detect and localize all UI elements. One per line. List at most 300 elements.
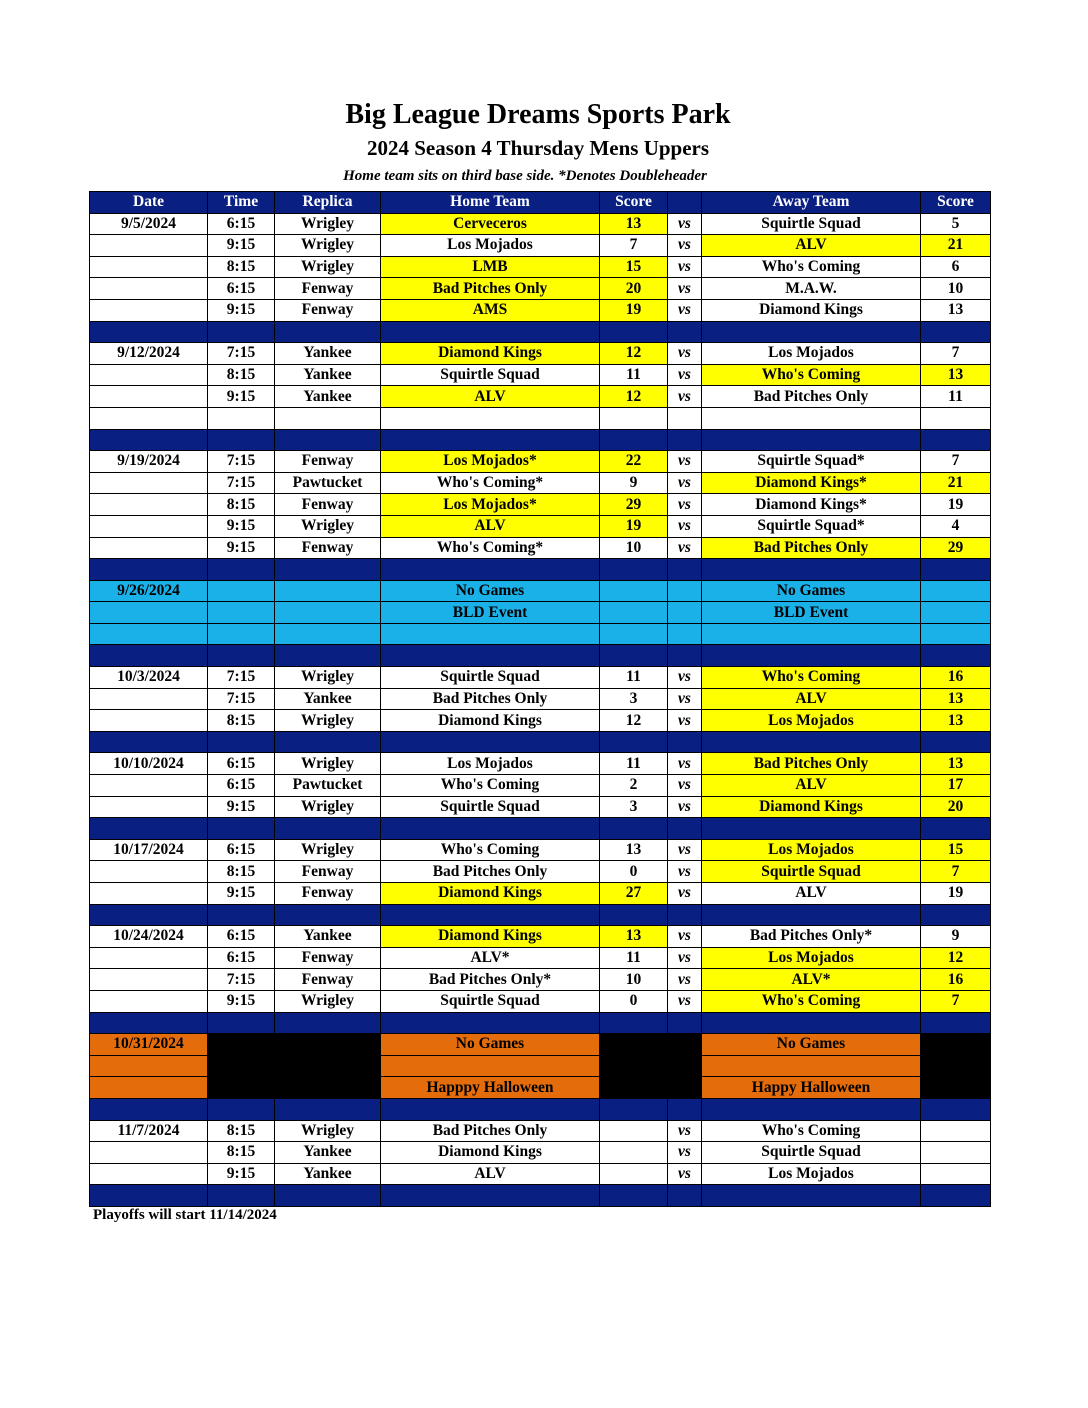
away-score: 5: [921, 213, 991, 235]
game-time: 8:15: [208, 256, 275, 278]
away-score: 7: [921, 451, 991, 473]
separator-cell: [275, 1098, 381, 1120]
blank-cell: [90, 407, 208, 429]
separator-cell: [921, 1012, 991, 1034]
home-team: Bad Pitches Only*: [381, 969, 600, 991]
away-score: [921, 602, 991, 624]
home-team: Bad Pitches Only: [381, 278, 600, 300]
vs-label: vs: [668, 1142, 702, 1164]
home-score: 13: [600, 926, 668, 948]
vs-label: vs: [668, 947, 702, 969]
game-replica: Wrigley: [275, 753, 381, 775]
separator-cell: [381, 559, 600, 581]
vs-label: vs: [668, 926, 702, 948]
home-score: 7: [600, 235, 668, 257]
week-separator-row: [90, 645, 991, 667]
game-replica: Fenway: [275, 299, 381, 321]
game-date: [90, 623, 208, 645]
header-home-score: Score: [600, 192, 668, 214]
separator-cell: [90, 818, 208, 840]
page-subtitle: 2024 Season 4 Thursday Mens Uppers: [366, 136, 710, 160]
header-date: Date: [90, 192, 208, 214]
game-row: [90, 688, 991, 710]
game-time: 9:15: [208, 515, 275, 537]
separator-cell: [381, 321, 600, 343]
away-team: No Games: [702, 580, 921, 602]
away-team: Bad Pitches Only: [702, 386, 921, 408]
separator-cell: [381, 1185, 600, 1207]
game-date: [90, 775, 208, 797]
home-team: Cerveceros: [381, 213, 600, 235]
away-score: 7: [921, 861, 991, 883]
game-replica: Yankee: [275, 386, 381, 408]
away-score: [921, 1077, 991, 1099]
separator-cell: [208, 1098, 275, 1120]
separator-cell: [275, 818, 381, 840]
game-replica: Yankee: [275, 688, 381, 710]
away-team: Who's Coming: [702, 364, 921, 386]
game-date: [90, 1077, 208, 1099]
away-score: 13: [921, 364, 991, 386]
vs-label: [668, 1077, 702, 1099]
home-score: 0: [600, 861, 668, 883]
away-team: ALV: [702, 235, 921, 257]
separator-cell: [921, 321, 991, 343]
game-date: [90, 796, 208, 818]
game-replica: Wrigley: [275, 796, 381, 818]
week-separator-row: [90, 429, 991, 451]
separator-cell: [600, 904, 668, 926]
home-score: [600, 1120, 668, 1142]
separator-cell: [921, 818, 991, 840]
game-row: [90, 364, 991, 386]
game-time: [208, 580, 275, 602]
game-replica: Fenway: [275, 861, 381, 883]
separator-cell: [275, 645, 381, 667]
separator-cell: [600, 1098, 668, 1120]
game-row: [90, 1142, 991, 1164]
blank-cell: [668, 407, 702, 429]
away-team: [702, 623, 921, 645]
away-team: Bad Pitches Only: [702, 537, 921, 559]
week-separator-row: [90, 904, 991, 926]
game-time: [208, 623, 275, 645]
game-replica: Fenway: [275, 451, 381, 473]
header-away-team: Away Team: [702, 192, 921, 214]
game-row: [90, 256, 991, 278]
separator-cell: [275, 1012, 381, 1034]
home-team: BLD Event: [381, 602, 600, 624]
home-team: Los Mojados: [381, 753, 600, 775]
game-replica: Wrigley: [275, 1120, 381, 1142]
game-date: [90, 386, 208, 408]
game-time: 8:15: [208, 861, 275, 883]
separator-cell: [921, 1185, 991, 1207]
away-team: ALV: [702, 775, 921, 797]
separator-cell: [668, 645, 702, 667]
game-replica: Wrigley: [275, 839, 381, 861]
game-time: 9:15: [208, 1163, 275, 1185]
away-team: Who's Coming: [702, 990, 921, 1012]
game-date: [90, 278, 208, 300]
game-time: 8:15: [208, 494, 275, 516]
home-score: 11: [600, 667, 668, 689]
game-time: 8:15: [208, 364, 275, 386]
away-score: 13: [921, 753, 991, 775]
away-score: 19: [921, 494, 991, 516]
vs-label: vs: [668, 990, 702, 1012]
game-time: 6:15: [208, 278, 275, 300]
game-date: [90, 990, 208, 1012]
away-score: 13: [921, 299, 991, 321]
game-row: [90, 947, 991, 969]
home-score: 3: [600, 688, 668, 710]
vs-label: vs: [668, 883, 702, 905]
home-team: ALV: [381, 386, 600, 408]
game-row: [90, 796, 991, 818]
vs-label: [668, 602, 702, 624]
game-row: [90, 839, 991, 861]
game-time: 6:15: [208, 839, 275, 861]
doubleheader-note: Home team sits on third base side. *Denotes Doubleheader: [343, 168, 707, 184]
vs-label: vs: [668, 515, 702, 537]
vs-label: vs: [668, 343, 702, 365]
game-time: 9:15: [208, 990, 275, 1012]
separator-cell: [668, 321, 702, 343]
away-score: [921, 580, 991, 602]
separator-cell: [702, 904, 921, 926]
separator-cell: [668, 1012, 702, 1034]
week-separator-row: [90, 818, 991, 840]
game-row: [90, 990, 991, 1012]
game-replica: Pawtucket: [275, 472, 381, 494]
header-vs-spacer: [668, 192, 702, 214]
home-team: Los Mojados: [381, 235, 600, 257]
away-team: No Games: [702, 1034, 921, 1056]
home-team: Los Mojados*: [381, 451, 600, 473]
week-separator-row: [90, 321, 991, 343]
home-score: 10: [600, 537, 668, 559]
separator-cell: [90, 1012, 208, 1034]
game-date: [90, 1142, 208, 1164]
separator-cell: [668, 818, 702, 840]
game-date: [90, 472, 208, 494]
game-time: 6:15: [208, 947, 275, 969]
game-replica: Yankee: [275, 343, 381, 365]
game-replica: [275, 580, 381, 602]
away-score: [921, 1034, 991, 1056]
vs-label: vs: [668, 256, 702, 278]
separator-cell: [921, 429, 991, 451]
separator-cell: [702, 1012, 921, 1034]
away-score: [921, 1142, 991, 1164]
vs-label: vs: [668, 278, 702, 300]
home-team: Who's Coming*: [381, 472, 600, 494]
home-score: 11: [600, 947, 668, 969]
separator-cell: [600, 429, 668, 451]
game-time: 6:15: [208, 213, 275, 235]
game-row: [90, 710, 991, 732]
away-team: Diamond Kings*: [702, 472, 921, 494]
home-score: [600, 602, 668, 624]
home-score: 19: [600, 515, 668, 537]
home-score: 27: [600, 883, 668, 905]
separator-cell: [921, 731, 991, 753]
away-score: 12: [921, 947, 991, 969]
away-team: ALV: [702, 883, 921, 905]
game-time: 7:15: [208, 451, 275, 473]
home-score: [600, 1034, 668, 1056]
game-date: 10/10/2024: [90, 753, 208, 775]
home-team: ALV: [381, 515, 600, 537]
vs-label: vs: [668, 235, 702, 257]
game-date: [90, 602, 208, 624]
away-score: [921, 1120, 991, 1142]
game-row: [90, 235, 991, 257]
game-date: 9/26/2024: [90, 580, 208, 602]
home-score: 20: [600, 278, 668, 300]
away-score: 7: [921, 343, 991, 365]
away-score: 9: [921, 926, 991, 948]
halloween-row: [90, 1055, 991, 1077]
game-date: [90, 861, 208, 883]
page-title: Big League Dreams Sports Park: [345, 99, 731, 130]
week-separator-row: [90, 1098, 991, 1120]
away-score: 21: [921, 235, 991, 257]
game-date: [90, 256, 208, 278]
home-score: [600, 1077, 668, 1099]
away-team: ALV: [702, 688, 921, 710]
game-replica: Yankee: [275, 364, 381, 386]
vs-label: vs: [668, 451, 702, 473]
away-team: Squirtle Squad*: [702, 451, 921, 473]
schedule-table: [89, 191, 991, 1207]
game-row: [90, 386, 991, 408]
separator-cell: [921, 1098, 991, 1120]
home-score: 29: [600, 494, 668, 516]
away-score: 16: [921, 667, 991, 689]
home-score: 12: [600, 343, 668, 365]
game-date: 10/24/2024: [90, 926, 208, 948]
away-score: 16: [921, 969, 991, 991]
game-row: [90, 1120, 991, 1142]
away-team: Squirtle Squad*: [702, 515, 921, 537]
separator-cell: [275, 559, 381, 581]
vs-label: [668, 1034, 702, 1056]
vs-label: vs: [668, 386, 702, 408]
game-date: [90, 537, 208, 559]
game-time: 9:15: [208, 796, 275, 818]
game-date: [90, 1163, 208, 1185]
away-team: Los Mojados: [702, 839, 921, 861]
home-team: Bad Pitches Only: [381, 688, 600, 710]
vs-label: vs: [668, 839, 702, 861]
separator-cell: [208, 1185, 275, 1207]
away-team: Diamond Kings*: [702, 494, 921, 516]
vs-label: vs: [668, 1120, 702, 1142]
separator-cell: [381, 818, 600, 840]
separator-cell: [600, 818, 668, 840]
home-score: [600, 1055, 668, 1077]
home-score: 13: [600, 213, 668, 235]
away-team: Bad Pitches Only*: [702, 926, 921, 948]
game-row: [90, 537, 991, 559]
home-score: [600, 1142, 668, 1164]
week-separator-row: [90, 559, 991, 581]
separator-cell: [600, 559, 668, 581]
vs-label: vs: [668, 688, 702, 710]
game-replica: Fenway: [275, 278, 381, 300]
game-time: 7:15: [208, 969, 275, 991]
game-row: [90, 861, 991, 883]
away-team: Squirtle Squad: [702, 1142, 921, 1164]
game-row: [90, 1163, 991, 1185]
game-date: 10/17/2024: [90, 839, 208, 861]
separator-cell: [921, 559, 991, 581]
game-time: 9:15: [208, 386, 275, 408]
halloween-row: [90, 1034, 991, 1056]
separator-cell: [600, 645, 668, 667]
home-score: 10: [600, 969, 668, 991]
header-time: Time: [208, 192, 275, 214]
separator-cell: [208, 731, 275, 753]
vs-label: vs: [668, 775, 702, 797]
separator-cell: [275, 731, 381, 753]
game-date: [90, 969, 208, 991]
home-score: 12: [600, 386, 668, 408]
away-team: ALV*: [702, 969, 921, 991]
vs-label: vs: [668, 1163, 702, 1185]
separator-cell: [600, 321, 668, 343]
game-date: [90, 1055, 208, 1077]
game-date: 10/31/2024: [90, 1034, 208, 1056]
separator-cell: [381, 1012, 600, 1034]
home-team: Squirtle Squad: [381, 667, 600, 689]
game-replica: Fenway: [275, 537, 381, 559]
away-score: [921, 623, 991, 645]
game-time: 7:15: [208, 343, 275, 365]
separator-cell: [668, 559, 702, 581]
game-time: 9:15: [208, 537, 275, 559]
away-team: [702, 1055, 921, 1077]
game-time: 8:15: [208, 710, 275, 732]
game-time: 7:15: [208, 688, 275, 710]
game-date: 10/3/2024: [90, 667, 208, 689]
home-score: 22: [600, 451, 668, 473]
home-team: [381, 1055, 600, 1077]
bld-event-row: [90, 602, 991, 624]
home-team: No Games: [381, 1034, 600, 1056]
game-date: [90, 688, 208, 710]
away-team: M.A.W.: [702, 278, 921, 300]
game-time: [208, 1055, 275, 1077]
away-score: [921, 1055, 991, 1077]
blank-cell: [921, 407, 991, 429]
game-replica: Wrigley: [275, 213, 381, 235]
home-team: Squirtle Squad: [381, 364, 600, 386]
vs-label: vs: [668, 753, 702, 775]
home-team: Bad Pitches Only: [381, 1120, 600, 1142]
away-score: 13: [921, 710, 991, 732]
week-separator-row: [90, 731, 991, 753]
game-date: [90, 494, 208, 516]
separator-cell: [208, 818, 275, 840]
game-row: [90, 667, 991, 689]
home-score: 2: [600, 775, 668, 797]
home-team: Squirtle Squad: [381, 796, 600, 818]
game-row: [90, 299, 991, 321]
home-team: Who's Coming: [381, 775, 600, 797]
header-replica: Replica: [275, 192, 381, 214]
home-team: AMS: [381, 299, 600, 321]
separator-cell: [600, 731, 668, 753]
separator-cell: [702, 429, 921, 451]
separator-cell: [90, 1098, 208, 1120]
game-date: 9/5/2024: [90, 213, 208, 235]
away-team: Who's Coming: [702, 256, 921, 278]
home-team: ALV: [381, 1163, 600, 1185]
home-score: [600, 623, 668, 645]
separator-cell: [702, 731, 921, 753]
separator-cell: [208, 1012, 275, 1034]
game-time: 6:15: [208, 775, 275, 797]
game-row: [90, 213, 991, 235]
header-home-team: Home Team: [381, 192, 600, 214]
home-score: 11: [600, 364, 668, 386]
home-score: 9: [600, 472, 668, 494]
home-team: LMB: [381, 256, 600, 278]
game-replica: Wrigley: [275, 256, 381, 278]
separator-cell: [90, 1185, 208, 1207]
game-row: [90, 515, 991, 537]
week-separator-row: [90, 1012, 991, 1034]
home-score: 13: [600, 839, 668, 861]
separator-cell: [702, 818, 921, 840]
home-team: Diamond Kings: [381, 710, 600, 732]
home-team: No Games: [381, 580, 600, 602]
separator-cell: [921, 645, 991, 667]
vs-label: vs: [668, 472, 702, 494]
away-score: 6: [921, 256, 991, 278]
vs-label: vs: [668, 796, 702, 818]
game-date: [90, 947, 208, 969]
away-score: 17: [921, 775, 991, 797]
separator-cell: [702, 1098, 921, 1120]
bld-event-row: [90, 580, 991, 602]
away-score: 11: [921, 386, 991, 408]
home-team: [381, 623, 600, 645]
separator-cell: [275, 1185, 381, 1207]
home-team: Los Mojados*: [381, 494, 600, 516]
game-row: [90, 775, 991, 797]
separator-cell: [381, 429, 600, 451]
home-team: Diamond Kings: [381, 883, 600, 905]
away-team: Los Mojados: [702, 343, 921, 365]
separator-cell: [668, 731, 702, 753]
game-time: [208, 602, 275, 624]
away-team: Squirtle Squad: [702, 213, 921, 235]
separator-cell: [90, 645, 208, 667]
home-score: [600, 1163, 668, 1185]
vs-label: vs: [668, 710, 702, 732]
separator-cell: [668, 1185, 702, 1207]
game-time: 7:15: [208, 472, 275, 494]
separator-cell: [90, 904, 208, 926]
game-row: [90, 494, 991, 516]
game-row: [90, 472, 991, 494]
separator-cell: [600, 1012, 668, 1034]
away-score: 19: [921, 883, 991, 905]
